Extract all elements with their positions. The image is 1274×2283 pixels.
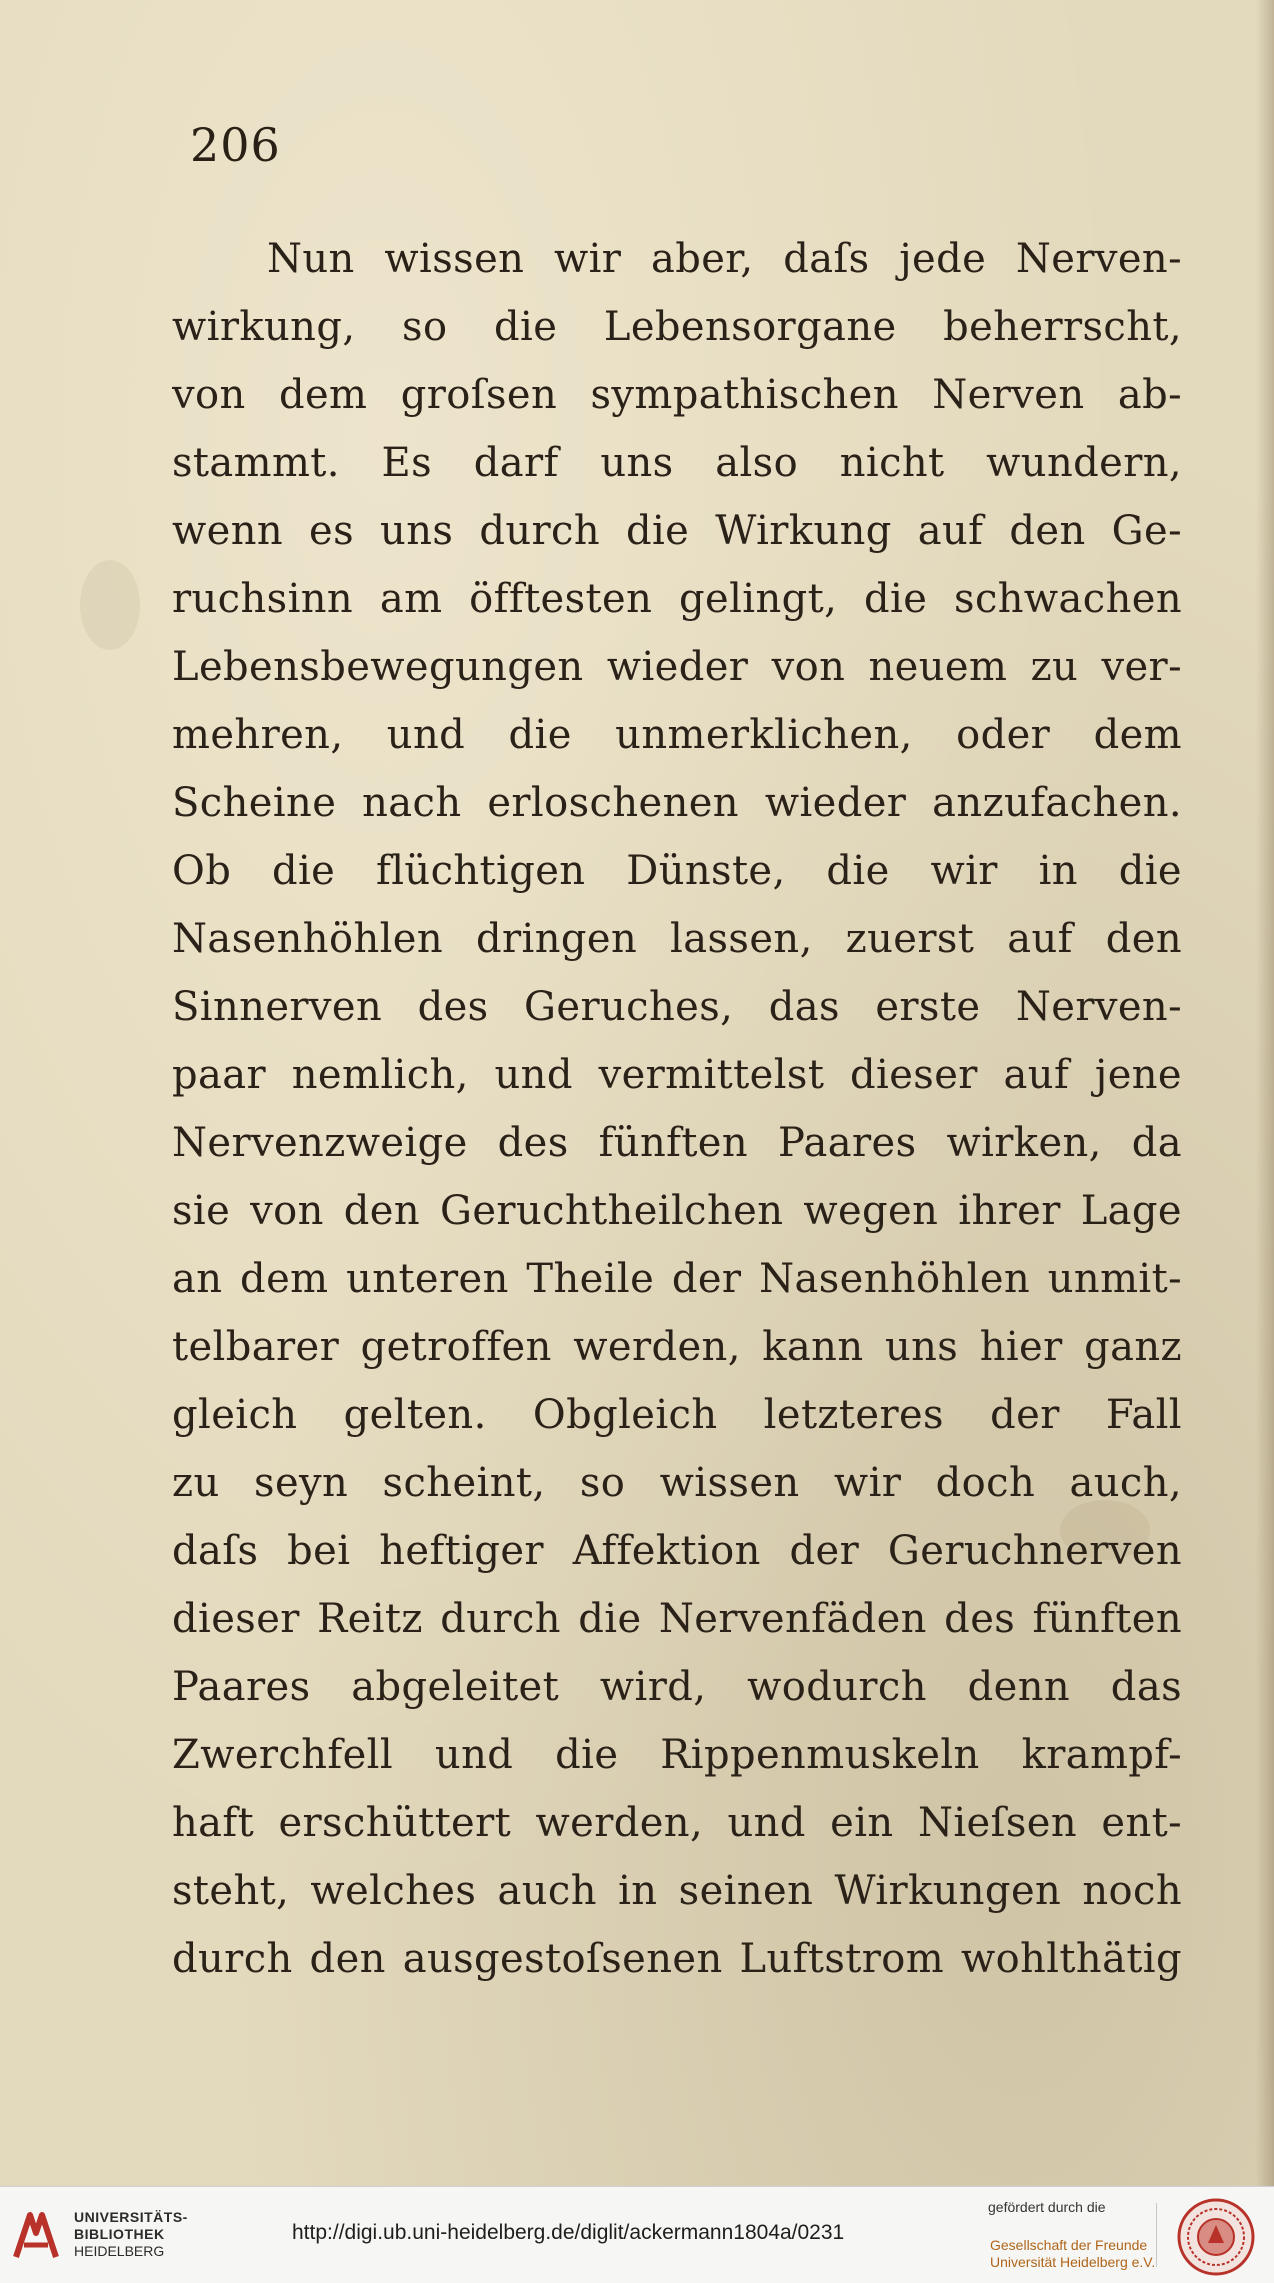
library-name bbox=[74, 2209, 188, 2260]
text-line: stammt. Es darf uns also nicht wundern, bbox=[172, 440, 1182, 486]
footer-divider bbox=[1156, 2203, 1157, 2267]
text-line: dieser Reitz durch die Nervenfäden des fünften bbox=[172, 1596, 1182, 1642]
funder-name-line: Gesellschaft der Freunde bbox=[990, 2237, 1148, 2253]
text-line: Paares abgeleitet wird, wodurch denn das bbox=[172, 1664, 1182, 1710]
text-line: gleich gelten. Obgleich letzteres der Fall bbox=[172, 1392, 1182, 1438]
text-line: wenn es uns durch die Wirkung auf den Ge- bbox=[172, 508, 1182, 554]
text-line: Ob die flüchtigen Dünste, die wir in die bbox=[172, 848, 1182, 894]
text-line: daſs bei heftiger Affektion der Geruchnerven bbox=[172, 1528, 1182, 1574]
text-line: zu seyn scheint, so wissen wir doch auch, bbox=[172, 1460, 1182, 1506]
university-seal-icon bbox=[1176, 2197, 1256, 2277]
library-name-line: HEIDELBERG bbox=[74, 2243, 165, 2259]
text-line: mehren, und die unmerklichen, oder dem bbox=[172, 712, 1182, 758]
library-name-line: BIBLIOTHEK bbox=[74, 2226, 165, 2242]
text-line: wirkung, so die Lebensorgane beherrscht, bbox=[172, 304, 1182, 350]
page-edge-shadow bbox=[1256, 0, 1274, 2186]
digitization-footer bbox=[0, 2186, 1274, 2283]
paper-stain bbox=[80, 560, 140, 650]
text-line: paar nemlich, und vermittelst dieser auf jene bbox=[172, 1052, 1182, 1098]
text-line: Lebensbewegungen wieder von neuem zu ver- bbox=[172, 644, 1182, 690]
funder-name-line: Universität Heidelberg e.V. bbox=[990, 2254, 1156, 2270]
text-line: Nasenhöhlen dringen lassen, zuerst auf den bbox=[172, 916, 1182, 962]
text-line: sie von den Geruchtheilchen wegen ihrer Lage bbox=[172, 1188, 1182, 1234]
text-line: Sinnerven des Geruches, das erste Nerven- bbox=[172, 984, 1182, 1030]
text-line: an dem unteren Theile der Nasenhöhlen unmit- bbox=[172, 1256, 1182, 1302]
ub-heidelberg-logo-icon bbox=[10, 2205, 66, 2265]
text-line: Nun wissen wir aber, daſs jede Nerven- bbox=[267, 236, 1182, 282]
text-line: ruchsinn am öfftesten gelingt, die schwachen bbox=[172, 576, 1182, 622]
text-line: Nervenzweige des fünften Paares wirken, da bbox=[172, 1120, 1182, 1166]
funder-label: gefördert durch die bbox=[988, 2199, 1106, 2215]
text-line: steht, welches auch in seinen Wirkungen noch bbox=[172, 1868, 1182, 1914]
text-line: durch den ausgestoſsenen Luftstrom wohlthätig bbox=[172, 1936, 1182, 1982]
text-line: haft erschüttert werden, und ein Nieſsen ent- bbox=[172, 1800, 1182, 1846]
permalink-url[interactable]: http://digi.ub.uni-heidelberg.de/diglit/ackermann1804a/0231 bbox=[292, 2221, 845, 2244]
text-line: Zwerchfell und die Rippenmuskeln krampf- bbox=[172, 1732, 1182, 1778]
page-number: 206 bbox=[190, 118, 281, 172]
text-line: von dem groſsen sympathischen Nerven ab- bbox=[172, 372, 1182, 418]
library-name-line: UNIVERSITÄTS- bbox=[74, 2209, 188, 2225]
body-text bbox=[172, 225, 1182, 1993]
funder-name bbox=[990, 2237, 1155, 2271]
text-line: telbarer getroffen werden, kann uns hier ganz bbox=[172, 1324, 1182, 1370]
text-line: Scheine nach erloschenen wieder anzufachen. bbox=[172, 780, 1182, 826]
